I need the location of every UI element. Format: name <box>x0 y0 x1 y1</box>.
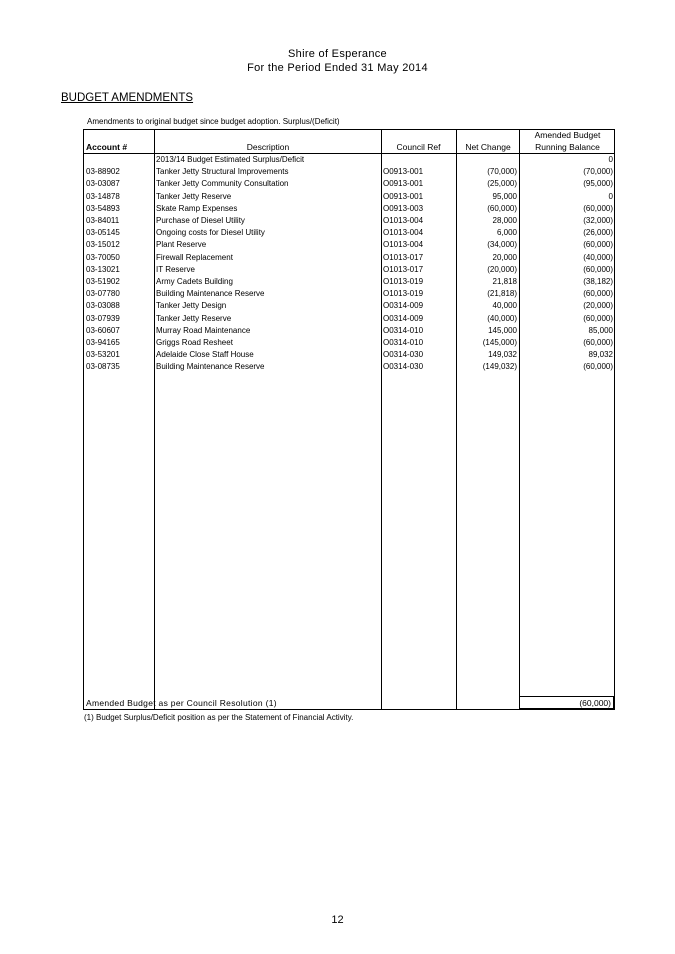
cell-account: 03-94165 <box>86 338 120 347</box>
cell-running-balance: (26,000) <box>583 228 613 238</box>
cell-running-balance: 89,032 <box>588 350 613 360</box>
total-box <box>519 696 614 709</box>
cell-net-change: (25,000) <box>487 179 517 189</box>
cell-running-balance: (95,000) <box>583 179 613 189</box>
cell-running-balance: (60,000) <box>583 203 613 213</box>
intro-text: Amendments to original budget since budget adoption. Surplus/(Deficit) <box>87 117 340 126</box>
cell-running-balance: (60,000) <box>583 313 613 323</box>
cell-running-balance: 0 <box>608 191 613 201</box>
cell-description: Tanker Jetty Reserve <box>156 313 232 323</box>
cell-running-balance: 0 <box>608 155 613 164</box>
cell-running-balance: 85,000 <box>588 325 613 335</box>
footnote: (1) Budget Surplus/Deficit position as per the Statement of Financial Activity. <box>84 713 354 722</box>
cell-running-balance: (20,000) <box>583 301 613 311</box>
cell-account: 03-70050 <box>86 252 120 262</box>
cell-running-balance: (70,000) <box>583 167 613 177</box>
cell-net-change: (145,000) <box>482 338 517 347</box>
cell-description: Firewall Replacement <box>156 252 233 262</box>
col-header-net-change: Net Change <box>465 142 511 152</box>
cell-description: Purchase of Diesel Utility <box>156 216 245 225</box>
cell-running-balance: (60,000) <box>583 264 613 274</box>
cell-account: 03-88902 <box>86 167 120 177</box>
cell-net-change: 28,000 <box>492 216 517 225</box>
cell-description: 2013/14 Budget Estimated Surplus/Deficit <box>156 155 305 164</box>
cell-council-ref: O1013-004 <box>383 228 424 238</box>
total-label: Amended Budget as per Council Resolution (1) <box>86 698 277 708</box>
cell-description: IT Reserve <box>156 264 195 274</box>
cell-council-ref: O1013-017 <box>383 264 424 274</box>
cell-net-change: 40,000 <box>492 301 517 311</box>
cell-running-balance: (38,182) <box>583 277 613 286</box>
cell-account: 03-54893 <box>86 203 120 213</box>
cell-net-change: (21,818) <box>487 289 517 299</box>
cell-account: 03-07939 <box>86 313 120 323</box>
cell-account: 03-08735 <box>86 362 120 372</box>
cell-council-ref: O0314-009 <box>383 301 424 311</box>
cell-running-balance: (60,000) <box>583 289 613 299</box>
cell-description: Tanker Jetty Community Consultation <box>156 179 289 189</box>
cell-council-ref: O1013-004 <box>383 240 424 250</box>
cell-net-change: (149,032) <box>482 362 517 372</box>
cell-description: Tanker Jetty Reserve <box>156 191 232 201</box>
cell-account: 03-13021 <box>86 264 120 274</box>
cell-running-balance: (60,000) <box>583 240 613 250</box>
cell-net-change: (40,000) <box>487 313 517 323</box>
cell-description: Murray Road Maintenance <box>156 325 251 335</box>
cell-description: Tanker Jetty Design <box>156 301 227 311</box>
cell-net-change: 95,000 <box>492 191 517 201</box>
cell-net-change: 149,032 <box>488 350 517 360</box>
cell-running-balance: (60,000) <box>583 362 613 372</box>
cell-description: Tanker Jetty Structural Improvements <box>156 167 289 177</box>
cell-description: Building Maintenance Reserve <box>156 362 265 372</box>
col-header-account: Account # <box>86 142 128 152</box>
cell-account: 03-07780 <box>86 289 120 299</box>
cell-account: 03-53201 <box>86 350 120 360</box>
budget-amendments-table <box>83 129 615 710</box>
cell-council-ref: O1013-004 <box>383 216 424 225</box>
cell-running-balance: (60,000) <box>583 338 613 347</box>
cell-net-change: (34,000) <box>487 240 517 250</box>
cell-net-change: 145,000 <box>488 325 517 335</box>
cell-council-ref: O0314-010 <box>383 325 424 335</box>
cell-account: 03-84011 <box>86 216 120 225</box>
col-divider <box>154 130 155 709</box>
cell-council-ref: O0913-001 <box>383 167 424 177</box>
cell-council-ref: O0314-030 <box>383 362 424 372</box>
cell-account: 03-03087 <box>86 179 120 189</box>
cell-description: Army Cadets Building <box>156 277 233 286</box>
cell-net-change: 6,000 <box>496 228 517 238</box>
cell-council-ref: O0314-030 <box>383 350 424 360</box>
cell-council-ref: O0314-010 <box>383 338 424 347</box>
page-number: 12 <box>331 914 344 926</box>
org-name: Shire of Esperance <box>288 48 387 60</box>
cell-description: Building Maintenance Reserve <box>156 289 265 299</box>
cell-account: 03-15012 <box>86 240 120 250</box>
cell-net-change: (70,000) <box>487 167 517 177</box>
cell-council-ref: O1013-017 <box>383 252 424 262</box>
cell-account: 03-05145 <box>86 228 120 238</box>
cell-net-change: 21,818 <box>492 277 517 286</box>
section-title: BUDGET AMENDMENTS <box>61 92 194 104</box>
col-header-description: Description <box>246 142 290 152</box>
cell-description: Adelaide Close Staff House <box>156 350 254 360</box>
cell-description: Ongoing costs for Diesel Utility <box>156 228 265 238</box>
report-period: For the Period Ended 31 May 2014 <box>247 62 428 74</box>
cell-net-change: 20,000 <box>492 252 517 262</box>
cell-account: 03-14878 <box>86 191 120 201</box>
cell-council-ref: O0314-009 <box>383 313 424 323</box>
cell-account: 03-60607 <box>86 325 120 335</box>
cell-council-ref: O1013-019 <box>383 277 424 286</box>
cell-council-ref: O1013-019 <box>383 289 424 299</box>
col-header-running-balance: Running Balance <box>535 142 600 152</box>
cell-net-change: (60,000) <box>487 203 517 213</box>
cell-net-change: (20,000) <box>487 264 517 274</box>
cell-running-balance: (40,000) <box>583 252 613 262</box>
cell-council-ref: O0913-001 <box>383 179 424 189</box>
cell-running-balance: (32,000) <box>583 216 613 225</box>
col-header-council-ref: Council Ref <box>396 142 441 152</box>
cell-description: Skate Ramp Expenses <box>156 203 238 213</box>
total-value: (60,000) <box>579 698 611 708</box>
cell-account: 03-03088 <box>86 301 120 311</box>
col-divider <box>381 130 382 709</box>
cell-council-ref: O0913-001 <box>383 191 424 201</box>
cell-description: Plant Reserve <box>156 240 207 250</box>
cell-council-ref: O0913-003 <box>383 203 424 213</box>
cell-description: Griggs Road Resheet <box>156 338 233 347</box>
col-header-amended-budget: Amended Budget <box>534 130 601 140</box>
cell-account: 03-51902 <box>86 277 120 286</box>
